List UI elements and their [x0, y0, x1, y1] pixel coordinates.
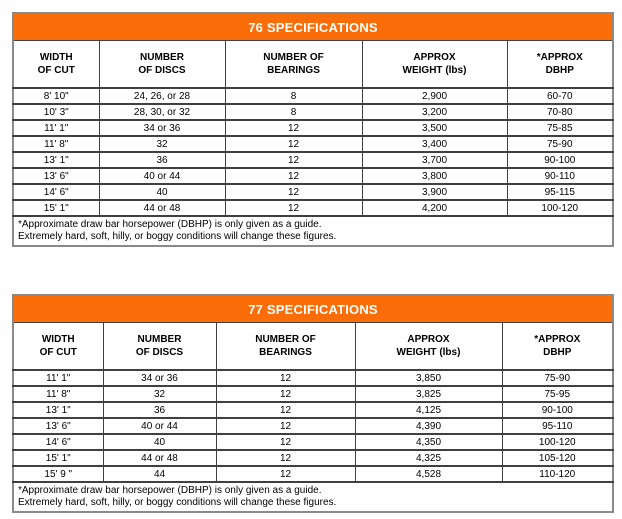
table-row	[13, 370, 613, 386]
table-cell: 2,900	[362, 88, 507, 104]
table-cell: 12	[225, 168, 362, 184]
table-cell: 70-80	[507, 104, 613, 120]
table-title: 76 SPECIFICATIONS	[13, 13, 613, 41]
table-cell: 40	[99, 184, 225, 200]
column-header: WIDTH OF CUT	[13, 41, 99, 89]
table-cell: 34 or 36	[103, 370, 216, 386]
footnote-line: *Approximate draw bar horsepower (DBHP) is only given as a guide.	[18, 219, 322, 230]
table-cell: 24, 26, or 28	[99, 88, 225, 104]
table-cell: 11' 1"	[13, 120, 99, 136]
spec-table-76	[12, 12, 614, 247]
table-footnote	[13, 482, 613, 512]
table-cell: 12	[216, 466, 355, 482]
table-title-row	[13, 295, 613, 323]
table-row	[13, 434, 613, 450]
table-cell: 60-70	[507, 88, 613, 104]
column-header: NUMBER OF DISCS	[99, 41, 225, 89]
table-row	[13, 466, 613, 482]
table-cell: 3,200	[362, 104, 507, 120]
table-row	[13, 88, 613, 104]
table-cell: 44 or 48	[99, 200, 225, 216]
table-cell: 3,500	[362, 120, 507, 136]
column-header: *APPROX DBHP	[507, 41, 613, 89]
table-cell: 8	[225, 104, 362, 120]
table-cell: 4,325	[355, 450, 502, 466]
table-cell: 4,125	[355, 402, 502, 418]
table-cell: 13' 6"	[13, 418, 103, 434]
table-cell: 32	[103, 386, 216, 402]
table-cell: 34 or 36	[99, 120, 225, 136]
table-cell: 11' 1"	[13, 370, 103, 386]
footnote-line: *Approximate draw bar horsepower (DBHP) is only given as a guide.	[18, 485, 322, 496]
footnote-row	[13, 216, 613, 246]
table-title: 77 SPECIFICATIONS	[13, 295, 613, 323]
table-cell: 75-90	[502, 370, 613, 386]
column-header: NUMBER OF BEARINGS	[225, 41, 362, 89]
table-cell: 12	[216, 450, 355, 466]
footnote-row	[13, 482, 613, 512]
table-cell: 40 or 44	[99, 168, 225, 184]
table-cell: 8	[225, 88, 362, 104]
table-cell: 75-90	[507, 136, 613, 152]
footnote-line: Extremely hard, soft, hilly, or boggy conditions will change these figures.	[18, 231, 337, 242]
table-row	[13, 168, 613, 184]
table-cell: 100-120	[502, 434, 613, 450]
table-cell: 105-120	[502, 450, 613, 466]
footnote-line: Extremely hard, soft, hilly, or boggy conditions will change these figures.	[18, 497, 337, 508]
table-cell: 3,800	[362, 168, 507, 184]
table-cell: 11' 8"	[13, 136, 99, 152]
table-row	[13, 152, 613, 168]
table-cell: 15' 1"	[13, 200, 99, 216]
table-cell: 28, 30, or 32	[99, 104, 225, 120]
table-cell: 4,350	[355, 434, 502, 450]
table-body	[13, 370, 613, 482]
table-cell: 95-115	[507, 184, 613, 200]
column-header-row	[13, 41, 613, 89]
table-cell: 4,390	[355, 418, 502, 434]
table-row	[13, 386, 613, 402]
table-cell: 75-95	[502, 386, 613, 402]
table-title-row	[13, 13, 613, 41]
table-cell: 44	[103, 466, 216, 482]
column-header: *APPROX DBHP	[502, 323, 613, 371]
table-cell: 12	[225, 120, 362, 136]
table-cell: 12	[216, 386, 355, 402]
table-cell: 4,528	[355, 466, 502, 482]
table-cell: 75-85	[507, 120, 613, 136]
table-footnote	[13, 216, 613, 246]
table-body	[13, 88, 613, 216]
column-header: APPROX WEIGHT (lbs)	[355, 323, 502, 371]
table-cell: 4,200	[362, 200, 507, 216]
table-cell: 14' 6"	[13, 184, 99, 200]
table-cell: 36	[99, 152, 225, 168]
column-header: NUMBER OF BEARINGS	[216, 323, 355, 371]
spec-table-77	[12, 294, 614, 513]
table-cell: 12	[225, 152, 362, 168]
column-header: WIDTH OF CUT	[13, 323, 103, 371]
column-header: NUMBER OF DISCS	[103, 323, 216, 371]
table-cell: 90-100	[507, 152, 613, 168]
table-cell: 3,700	[362, 152, 507, 168]
table-row	[13, 184, 613, 200]
table-row	[13, 402, 613, 418]
table-cell: 12	[225, 136, 362, 152]
table-row	[13, 200, 613, 216]
table-row	[13, 418, 613, 434]
table-cell: 36	[103, 402, 216, 418]
table-cell: 11' 8"	[13, 386, 103, 402]
table-row	[13, 136, 613, 152]
table-cell: 15' 9 "	[13, 466, 103, 482]
table-cell: 3,825	[355, 386, 502, 402]
table-cell: 13' 1"	[13, 402, 103, 418]
table-cell: 3,400	[362, 136, 507, 152]
column-header-row	[13, 323, 613, 371]
table-cell: 14' 6"	[13, 434, 103, 450]
table-row	[13, 104, 613, 120]
table-cell: 32	[99, 136, 225, 152]
table-cell: 12	[225, 200, 362, 216]
table-cell: 110-120	[502, 466, 613, 482]
table-cell: 40	[103, 434, 216, 450]
table-row	[13, 120, 613, 136]
table-cell: 3,900	[362, 184, 507, 200]
table-cell: 10' 3"	[13, 104, 99, 120]
table-cell: 12	[216, 434, 355, 450]
table-cell: 95-110	[502, 418, 613, 434]
table-cell: 12	[216, 370, 355, 386]
table-cell: 15' 1"	[13, 450, 103, 466]
table-cell: 12	[225, 184, 362, 200]
table-cell: 12	[216, 418, 355, 434]
table-cell: 13' 6"	[13, 168, 99, 184]
table-cell: 40 or 44	[103, 418, 216, 434]
table-cell: 13' 1"	[13, 152, 99, 168]
table-cell: 3,850	[355, 370, 502, 386]
table-cell: 90-110	[507, 168, 613, 184]
column-header: APPROX WEIGHT (lbs)	[362, 41, 507, 89]
table-cell: 8' 10"	[13, 88, 99, 104]
table-cell: 12	[216, 402, 355, 418]
table-cell: 100-120	[507, 200, 613, 216]
table-gap	[12, 247, 612, 294]
table-row	[13, 450, 613, 466]
table-cell: 44 or 48	[103, 450, 216, 466]
table-cell: 90-100	[502, 402, 613, 418]
